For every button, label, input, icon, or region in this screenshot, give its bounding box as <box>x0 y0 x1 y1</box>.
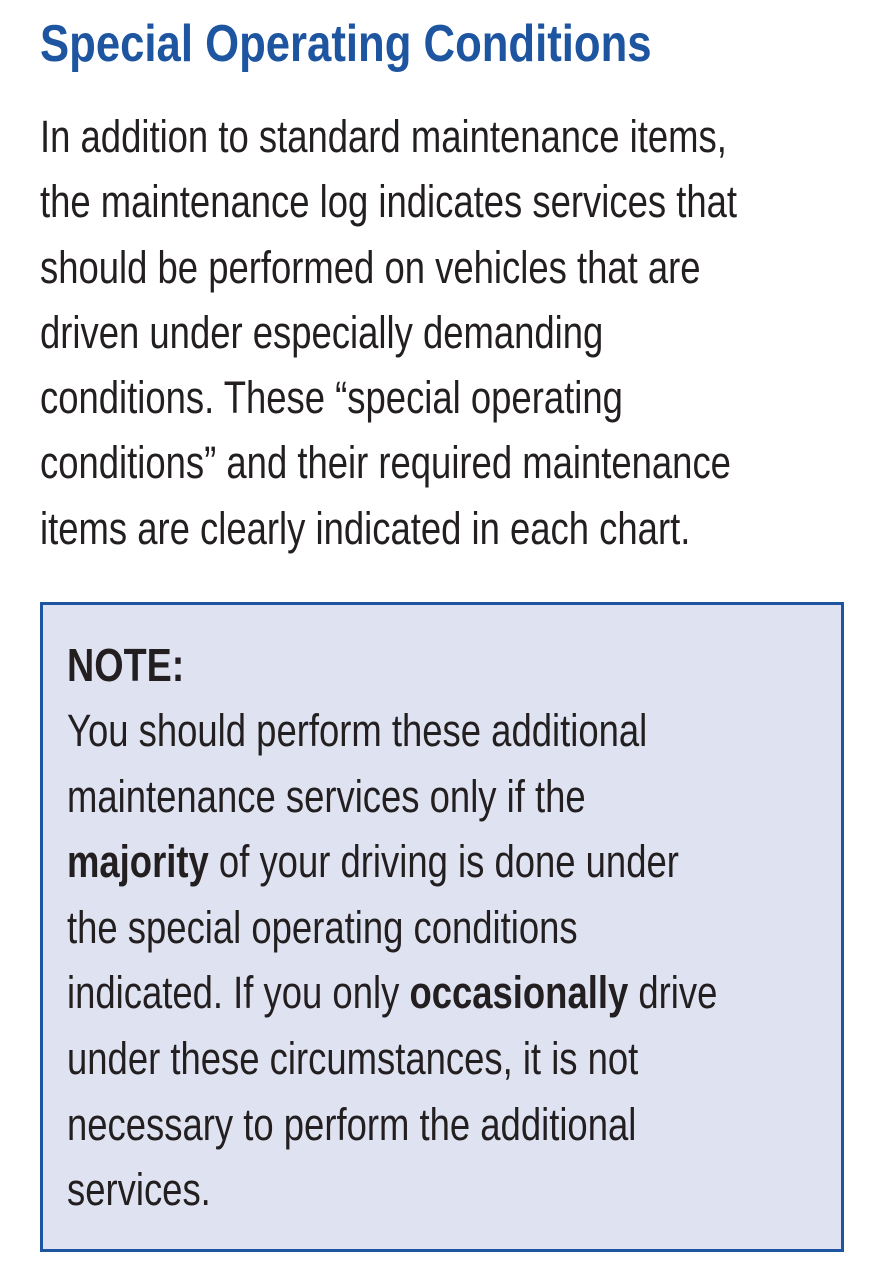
intro-line: items are clearly indicated in each chart. <box>40 502 691 554</box>
note-line: under these circumstances, it is not <box>67 1032 639 1084</box>
note-line <box>67 960 877 1026</box>
note-line: You should perform these additional <box>67 705 648 756</box>
note-line: maintenance services only if the <box>67 770 586 822</box>
note-text: of your driving is done under <box>208 836 679 888</box>
intro-line: the maintenance log indicates services that <box>40 176 738 228</box>
intro-line: driven under especially demanding <box>40 306 604 358</box>
emphasis-majority: majority <box>67 836 209 888</box>
intro-line: conditions. These “special operating <box>40 372 623 424</box>
note-text: drive <box>628 967 718 1019</box>
emphasis-occasionally: occasionally <box>409 967 629 1019</box>
note-box <box>40 602 844 1252</box>
note-line: the special operating conditions <box>67 901 578 953</box>
note-text: indicated. If you only <box>67 967 410 1019</box>
intro-paragraph <box>40 104 850 561</box>
note-line: services. <box>67 1164 211 1216</box>
intro-line: In addition to standard maintenance items, <box>40 111 727 162</box>
note-label: NOTE: <box>67 639 185 691</box>
note-body <box>67 698 877 1223</box>
note-line <box>67 829 877 895</box>
intro-line: conditions” and their required maintenance <box>40 437 731 489</box>
note-line: necessary to perform the additional <box>67 1098 637 1150</box>
intro-line: should be performed on vehicles that are <box>40 241 701 293</box>
section-title: Special Operating Conditions <box>40 15 652 73</box>
